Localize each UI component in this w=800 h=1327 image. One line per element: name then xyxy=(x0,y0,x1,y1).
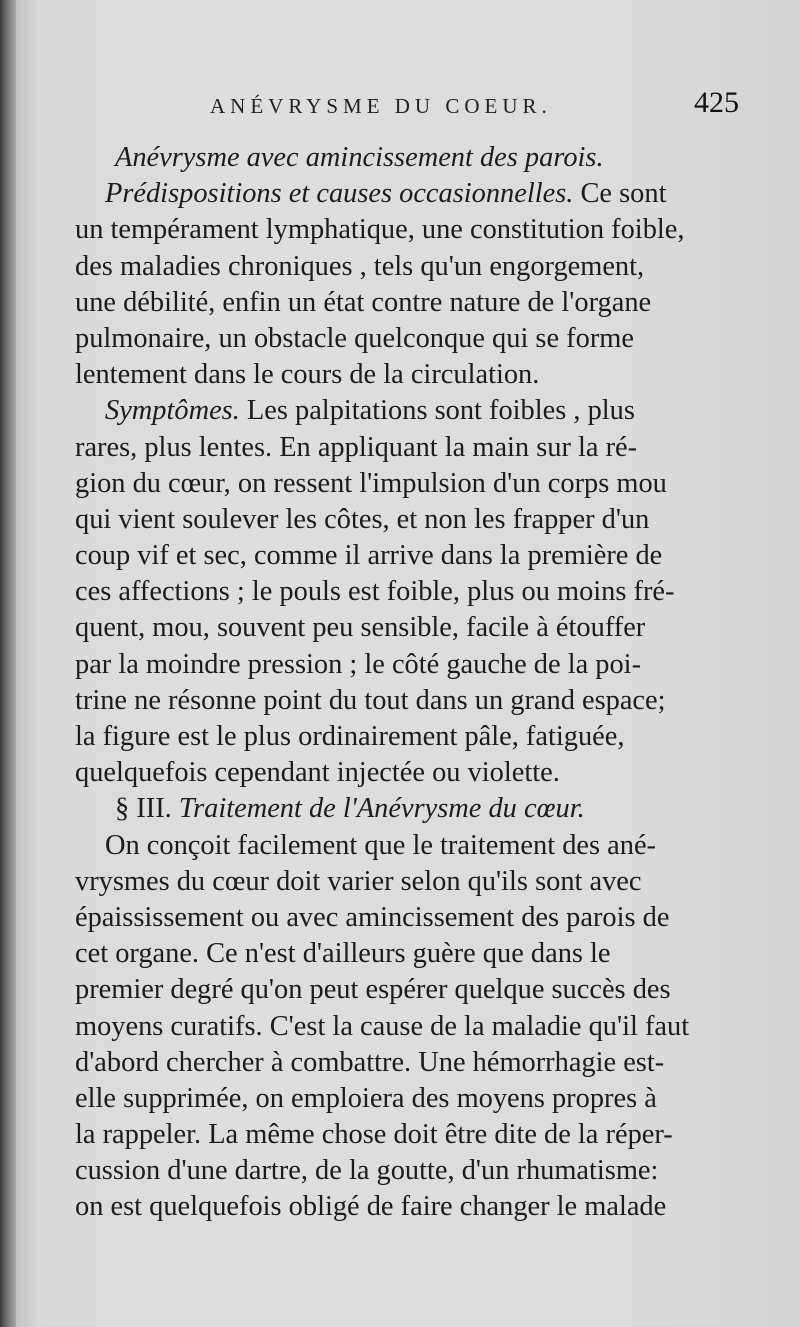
text-line xyxy=(75,285,765,321)
text-line xyxy=(75,1045,765,1081)
text-line xyxy=(75,140,765,176)
italic-text-run: Traitement de l'Anévrysme du cœur. xyxy=(178,793,585,825)
page-number: 425 xyxy=(694,86,739,119)
text-line xyxy=(75,900,765,936)
text-run: rares, plus lentes. En appliquant la main sur la ré- xyxy=(75,431,638,463)
text-run: la rappeler. La même chose doit être dite de la réper- xyxy=(75,1119,673,1151)
italic-text-run: Anévrysme avec amincissement des parois. xyxy=(115,142,604,173)
page-gutter-shadow xyxy=(0,0,16,1327)
text-run: épaississement ou avec amincissement des parois de xyxy=(75,901,670,933)
text-run: vrysmes du cœur doit varier selon qu'ils sont avec xyxy=(75,865,642,897)
text-line xyxy=(75,719,765,755)
text-run: ces affections ; le pouls est foible, plus ou moins fré- xyxy=(75,576,675,608)
text-line xyxy=(75,1009,765,1045)
text-line xyxy=(75,1153,765,1189)
text-line xyxy=(75,791,765,827)
text-line xyxy=(75,430,765,466)
text-line xyxy=(75,1117,765,1153)
running-head: ANÉVRYSME DU COEUR. xyxy=(210,94,552,118)
text-line xyxy=(75,393,765,429)
text-run: cet organe. Ce n'est d'ailleurs guère que dans le xyxy=(75,938,611,970)
italic-text-run: Prédispositions et causes occasionnelles. xyxy=(105,178,574,210)
text-line xyxy=(75,647,765,683)
text-run: premier degré qu'on peut espérer quelque succès des xyxy=(75,974,671,1006)
text-run: elle supprimée, on emploiera des moyens propres à xyxy=(75,1082,657,1114)
text-line xyxy=(75,610,765,646)
text-run: On conçoit facilement que le traitement des ané- xyxy=(105,829,657,861)
text-run: on est quelquefois obligé de faire changer le malade xyxy=(75,1191,667,1223)
text-run: quelquefois cependant injectée ou violette. xyxy=(75,757,560,789)
text-run: cussion d'une dartre, de la goutte, d'un rhumatisme: xyxy=(75,1155,659,1187)
text-run: par la moindre pression ; le côté gauche de la poi- xyxy=(75,648,642,680)
text-line xyxy=(75,502,765,538)
text-run: trine ne résonne point du tout dans un grand espace; xyxy=(75,684,666,716)
text-line xyxy=(75,755,765,791)
text-run: quent, mou, souvent peu sensible, facile à étouffer xyxy=(75,612,646,644)
text-run: moyens curatifs. C'est la cause de la maladie qu'il faut xyxy=(75,1010,690,1042)
text-line xyxy=(75,538,765,574)
text-run: la figure est le plus ordinairement pâle, fatiguée, xyxy=(75,721,625,752)
text-line xyxy=(75,864,765,900)
text-line xyxy=(75,357,765,393)
text-line xyxy=(75,683,765,719)
text-line xyxy=(75,574,765,610)
text-run: des maladies chroniques , tels qu'un engorgement, xyxy=(75,250,645,282)
text-line xyxy=(75,212,765,248)
text-line xyxy=(75,249,765,285)
text-run: une débilité, enfin un état contre nature de l'organe xyxy=(75,286,652,318)
text-run: coup vif et sec, comme il arrive dans la première de xyxy=(75,540,663,572)
text-line xyxy=(75,828,765,864)
text-run: Ce sont xyxy=(573,178,667,210)
text-line xyxy=(75,936,765,972)
text-run: gion du cœur, on ressent l'impulsion d'un corps mou xyxy=(75,467,667,499)
text-run: qui vient soulever les côtes, et non les frapper d'un xyxy=(75,503,650,535)
text-run: Les palpitations sont foibles , plus xyxy=(239,395,635,427)
text-run: pulmonaire, un obstacle quelconque qui se forme xyxy=(75,322,634,354)
text-line xyxy=(75,176,765,212)
body-text xyxy=(75,140,765,1226)
italic-text-run: Symptômes. xyxy=(105,395,240,427)
text-line xyxy=(75,1081,765,1117)
text-run: lentement dans le cours de la circulation. xyxy=(75,359,540,391)
text-line xyxy=(75,1189,765,1225)
text-line xyxy=(75,972,765,1008)
text-run: un tempérament lymphatique, une constitution foible, xyxy=(75,214,685,246)
text-run: d'abord chercher à combattre. Une hémorrhagie est- xyxy=(75,1046,665,1078)
text-run: § III. xyxy=(115,793,179,825)
text-line xyxy=(75,466,765,502)
text-line xyxy=(75,321,765,357)
